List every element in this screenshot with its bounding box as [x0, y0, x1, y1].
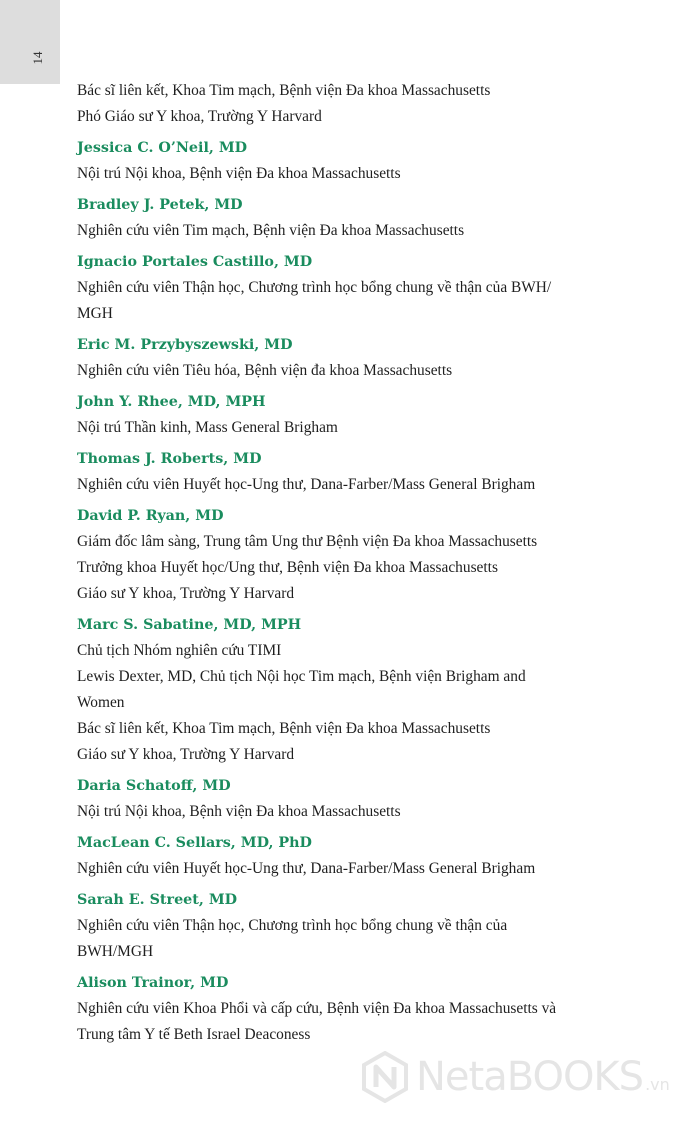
contributor-name: Marc S. Sabatine, MD, MPH: [77, 617, 302, 633]
intro-line: Bác sĩ liên kết, Khoa Tim mạch, Bệnh viện Đa khoa Massachusetts: [77, 82, 491, 99]
intro-lines: [77, 78, 597, 130]
contributor-affiliation: Lewis Dexter, MD, Chủ tịch Nội học Tim mạch, Bệnh viện Brigham and: [77, 668, 526, 685]
contributor-affiliation: Giáo sư Y khoa, Trường Y Harvard: [77, 746, 295, 763]
contributor-affiliation: Giám đốc lâm sàng, Trung tâm Ung thư Bệnh viện Đa khoa Massachusetts: [77, 533, 538, 550]
contributor-entry: [77, 192, 597, 244]
page-number: 14: [30, 51, 45, 65]
contributor-affiliation: Chủ tịch Nhóm nghiên cứu TIMI: [77, 642, 282, 659]
contributor-affiliation: Nội trú Nội khoa, Bệnh viện Đa khoa Massachusetts: [77, 165, 401, 182]
contributor-name: Daria Schatoff, MD: [77, 778, 231, 794]
contributor-affiliation: Nghiên cứu viên Thận học, Chương trình học bổng chung về thận của BWH/: [77, 279, 552, 296]
contributor-entry: [77, 332, 597, 384]
contributor-entry: [77, 446, 597, 498]
contributor-affiliation: Trưởng khoa Huyết học/Ung thư, Bệnh viện Đa khoa Massachusetts: [77, 559, 498, 576]
contributor-affiliation: Giáo sư Y khoa, Trường Y Harvard: [77, 585, 295, 602]
watermark: [362, 1045, 692, 1109]
contributor-name: Eric M. Przybyszewski, MD: [77, 337, 293, 353]
contributor-entry: [77, 503, 597, 607]
watermark-text: NetaBOOKS: [416, 1054, 644, 1100]
contributor-affiliation: Nghiên cứu viên Huyết học-Ung thư, Dana-Farber/Mass General Brigham: [77, 860, 536, 877]
contributor-name: Sarah E. Street, MD: [77, 892, 238, 908]
contributor-entry: [77, 773, 597, 825]
watermark-suffix: .vn: [645, 1074, 670, 1094]
contributor-name: Bradley J. Petek, MD: [77, 197, 243, 213]
contributor-affiliation: Women: [77, 694, 125, 711]
entries: [77, 135, 597, 1048]
contributor-entry: [77, 612, 597, 768]
contributor-affiliation: MGH: [77, 305, 113, 322]
contributor-entry: [77, 887, 597, 965]
contributor-name: Jessica C. O’Neil, MD: [77, 140, 248, 156]
contributor-entry: [77, 970, 597, 1048]
contributor-affiliation: Nội trú Thần kinh, Mass General Brigham: [77, 419, 338, 436]
contributor-name: MacLean C. Sellars, MD, PhD: [77, 835, 312, 851]
contributor-entry: [77, 389, 597, 441]
intro-line: Phó Giáo sư Y khoa, Trường Y Harvard: [77, 108, 322, 125]
contributor-name: John Y. Rhee, MD, MPH: [77, 394, 266, 410]
contributor-affiliation: Nghiên cứu viên Tiêu hóa, Bệnh viện đa khoa Massachusetts: [77, 362, 453, 379]
contributor-list: [77, 78, 597, 1048]
netabooks-logo-icon: [362, 1051, 408, 1103]
contributor-name: Thomas J. Roberts, MD: [77, 451, 262, 467]
contributor-affiliation: Nghiên cứu viên Huyết học-Ung thư, Dana-Farber/Mass General Brigham: [77, 476, 536, 493]
contributor-entry: [77, 135, 597, 187]
contributor-name: Alison Trainor, MD: [77, 975, 229, 991]
contributor-affiliation: BWH/MGH: [77, 943, 154, 960]
contributor-entry: [77, 830, 597, 882]
contributor-affiliation: Trung tâm Y tế Beth Israel Deaconess: [77, 1026, 311, 1043]
contributor-name: Ignacio Portales Castillo, MD: [77, 254, 313, 270]
contributor-affiliation: Nghiên cứu viên Khoa Phổi và cấp cứu, Bệnh viện Đa khoa Massachusetts và: [77, 1000, 557, 1017]
contributor-affiliation: Bác sĩ liên kết, Khoa Tim mạch, Bệnh viện Đa khoa Massachusetts: [77, 720, 491, 737]
contributor-affiliation: Nội trú Nội khoa, Bệnh viện Đa khoa Massachusetts: [77, 803, 401, 820]
contributor-affiliation: Nghiên cứu viên Thận học, Chương trình học bổng chung về thận của: [77, 917, 508, 934]
contributor-affiliation: Nghiên cứu viên Tim mạch, Bệnh viện Đa khoa Massachusetts: [77, 222, 465, 239]
page-tab: [0, 0, 60, 84]
contributor-name: David P. Ryan, MD: [77, 508, 224, 524]
contributor-entry: [77, 249, 597, 327]
